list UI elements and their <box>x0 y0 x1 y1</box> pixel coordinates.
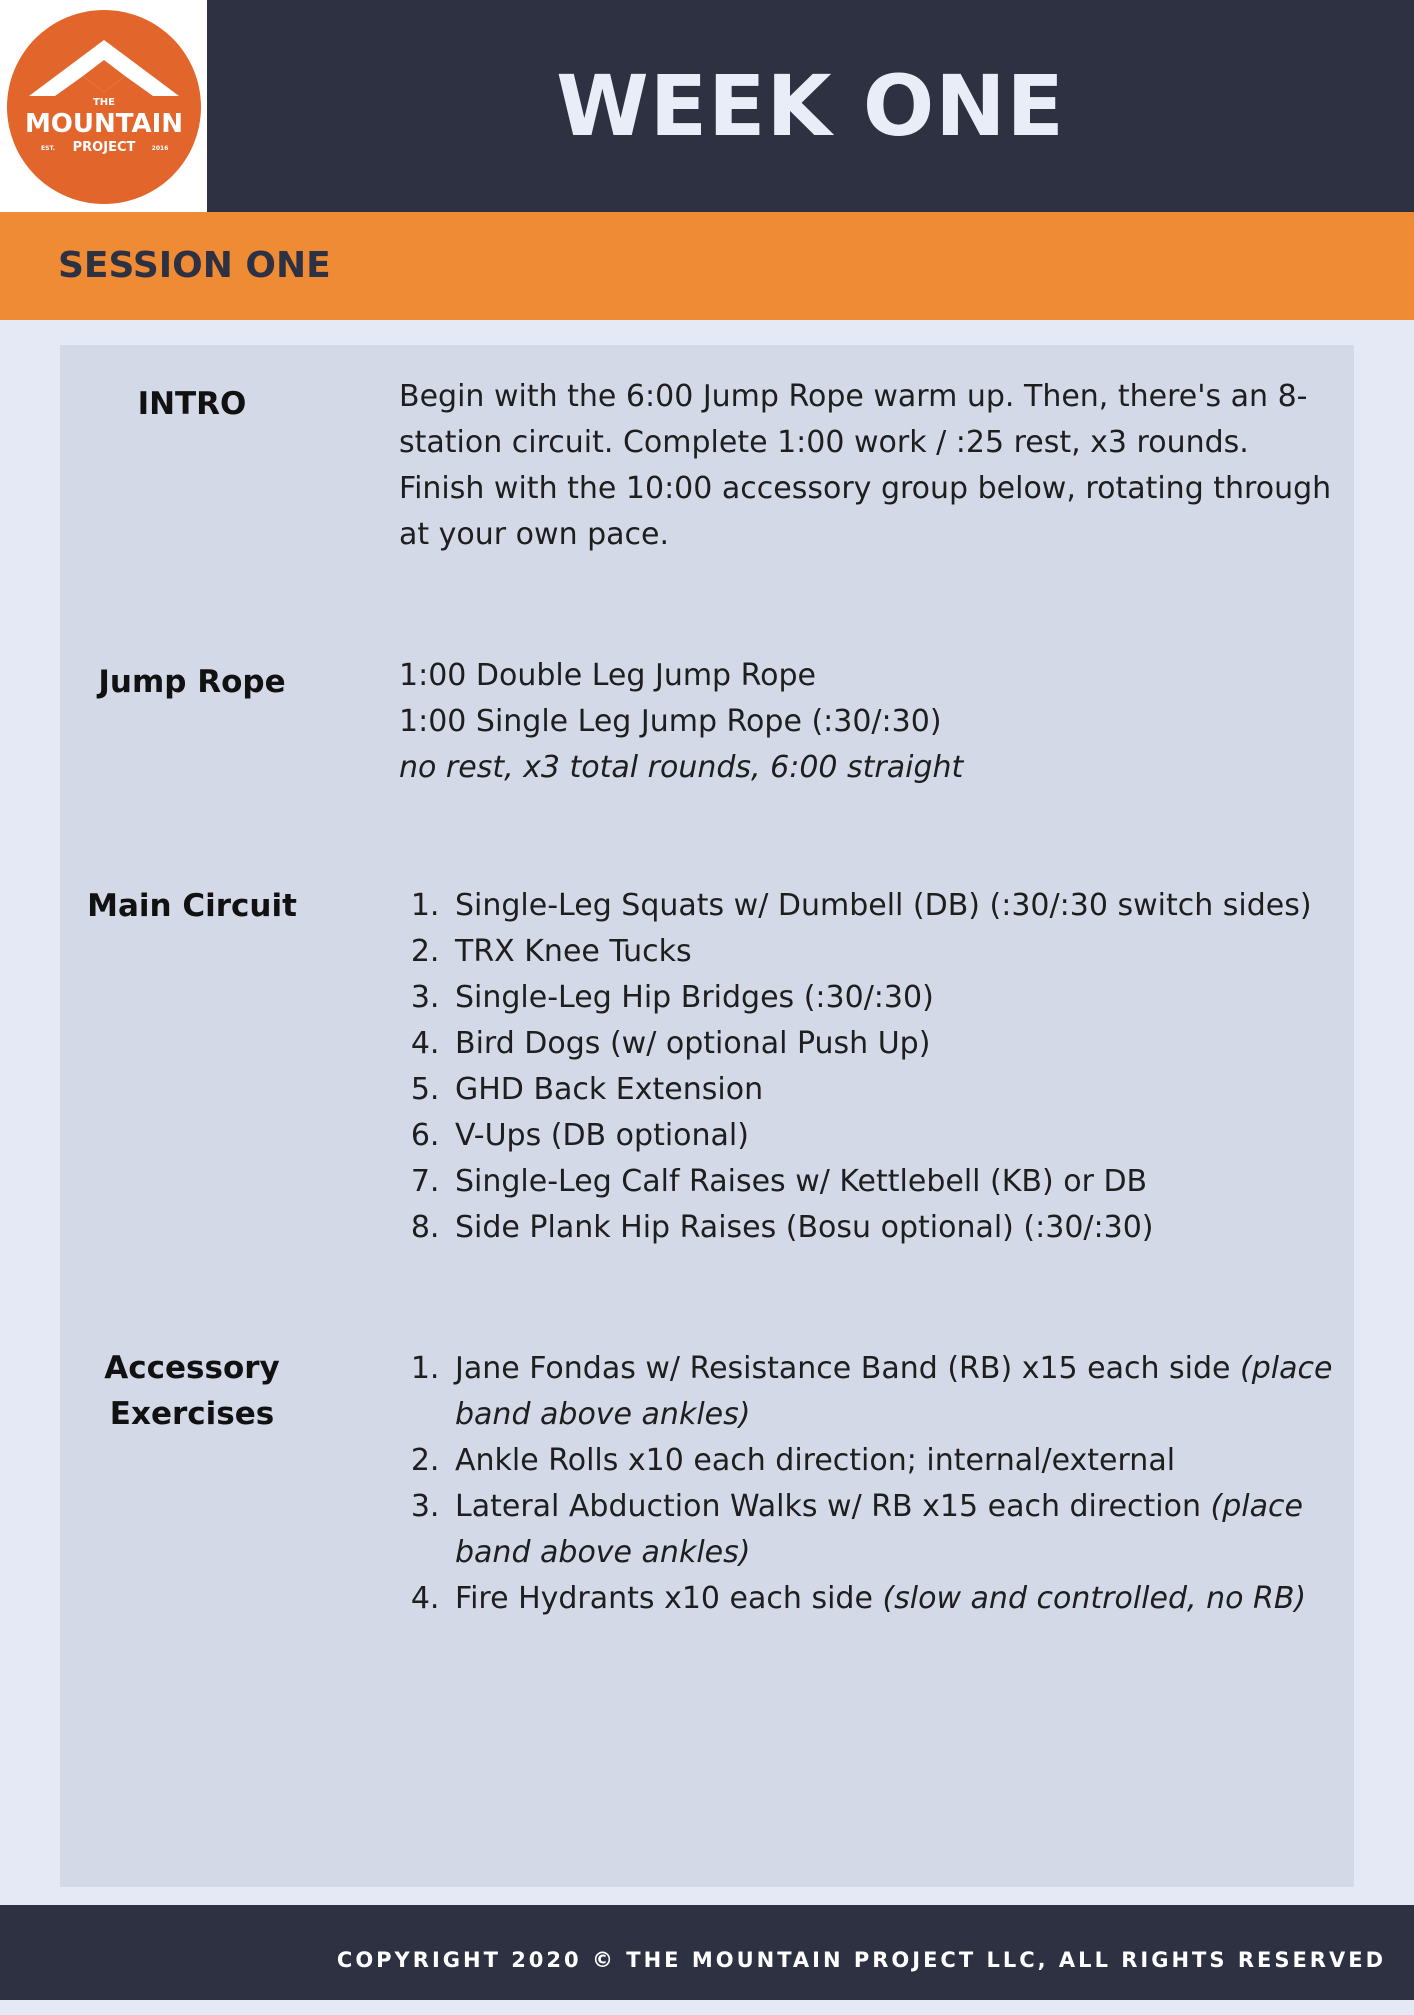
list-item: 1. Single-Leg Squats w/ Dumbell (DB) (:30/:30 switch sides) <box>449 883 1334 929</box>
jump-rope-content <box>399 653 1334 791</box>
exercise-text: Jane Fondas w/ Resistance Band (RB) x15 each side <box>455 1351 1241 1386</box>
accessory-label-line: Exercises <box>109 1396 275 1432</box>
accessory-label <box>60 1345 324 1437</box>
list-item <box>449 1576 1334 1622</box>
list-item: 7. Single-Leg Calf Raises w/ Kettlebell (KB) or DB <box>449 1159 1334 1205</box>
session-title: SESSION ONE <box>58 245 331 286</box>
intro-text: Begin with the 6:00 Jump Rope warm up. Then, there's an 8-station circuit. Complete 1:00 work / :25 rest, x3 rounds. Finish with the 10:00 accessory group below, rotating through at your own pace. <box>399 379 1332 552</box>
jump-rope-note: no rest, x3 total rounds, 6:00 straight <box>399 750 964 785</box>
list-item: 3. Single-Leg Hip Bridges (:30/:30) <box>449 975 1334 1021</box>
accessory-content <box>399 1346 1334 1622</box>
list-item <box>449 1438 1334 1484</box>
list-item: 8. Side Plank Hip Raises (Bosu optional) (:30/:30) <box>449 1205 1334 1251</box>
exercise-text: Lateral Abduction Walks w/ RB x15 each direction <box>455 1489 1211 1524</box>
logo-project-text: PROJECT <box>72 140 136 155</box>
list-item: 5. GHD Back Extension <box>449 1067 1334 1113</box>
exercise-text: Fire Hydrants x10 each side <box>455 1581 883 1616</box>
mountain-logo-icon <box>7 10 201 204</box>
copyright-text: COPYRIGHT 2020 © THE MOUNTAIN PROJECT LLC, ALL RIGHTS RESERVED <box>336 1948 1386 1972</box>
list-item <box>449 1484 1334 1576</box>
main-circuit-label: Main Circuit <box>87 888 297 924</box>
main-circuit-content <box>399 883 1334 1251</box>
list-item: 6. V-Ups (DB optional) <box>449 1113 1334 1159</box>
accessory-label-line: Accessory <box>104 1350 280 1386</box>
list-item: 4. Bird Dogs (w/ optional Push Up) <box>449 1021 1334 1067</box>
main-circuit-list <box>399 883 1334 1251</box>
logo-mountain-text: MOUNTAIN <box>24 109 184 139</box>
exercise-note: (place band above ankles) <box>455 1351 1333 1432</box>
logo-est-text: EST. <box>41 145 55 152</box>
workout-panel <box>60 345 1354 1887</box>
jump-rope-line: 1:00 Single Leg Jump Rope (:30/:30) <box>399 704 942 739</box>
list-item: 2. TRX Knee Tucks <box>449 929 1334 975</box>
accessory-list <box>399 1346 1334 1622</box>
exercise-note: (slow and controlled, no RB) <box>882 1581 1307 1616</box>
exercise-text: Ankle Rolls x10 each direction; internal/external <box>455 1443 1176 1478</box>
intro-label: INTRO <box>137 386 247 422</box>
session-banner <box>0 212 1414 320</box>
page-header <box>207 0 1414 212</box>
mountain-project-logo <box>7 10 201 204</box>
logo-the-text: THE <box>92 97 116 108</box>
logo-area <box>0 0 207 212</box>
list-item <box>449 1346 1334 1438</box>
page-footer <box>0 1905 1414 2000</box>
jump-rope-label: Jump Rope <box>98 664 286 700</box>
page-title: WEEK ONE <box>556 57 1065 155</box>
intro-content <box>399 374 1334 558</box>
jump-rope-line: 1:00 Double Leg Jump Rope <box>399 658 816 693</box>
exercise-note: (place band above ankles) <box>455 1489 1303 1570</box>
logo-year-text: 2016 <box>151 145 169 152</box>
